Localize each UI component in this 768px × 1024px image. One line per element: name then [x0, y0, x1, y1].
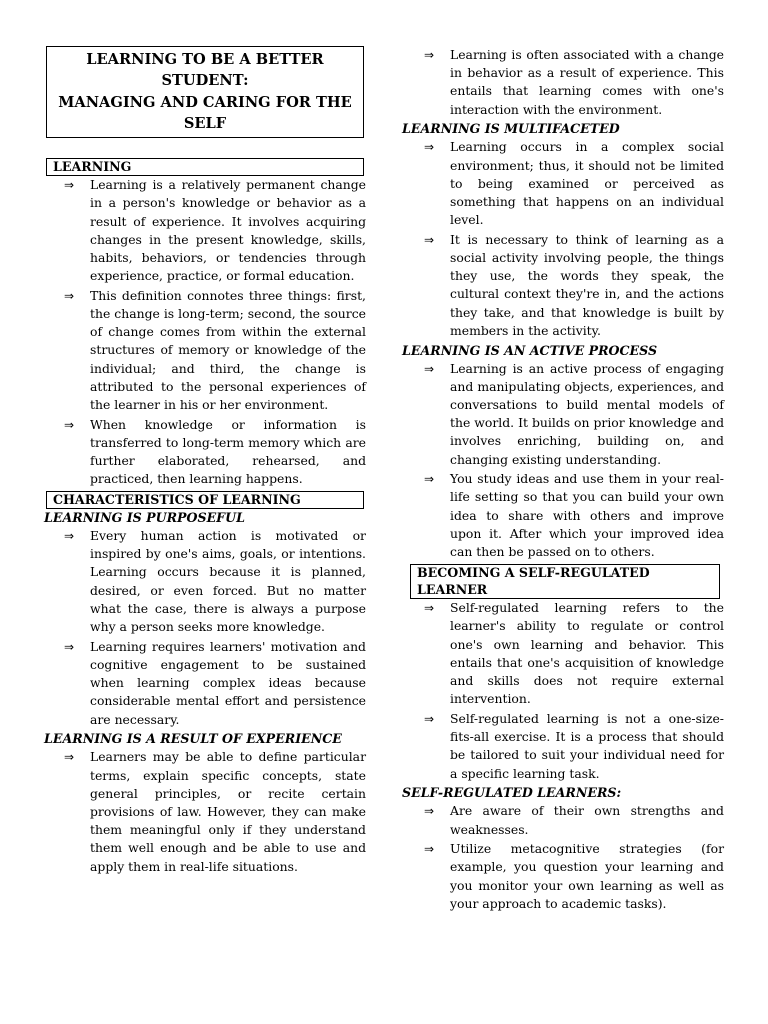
list-item-text: When knowledge or information is transferred to long-term memory which are further elaborated, rehearsed, and practiced, then learning happens.: [90, 416, 366, 487]
list-item-text: Utilize metacognitive strategies (for example, you question your learning and you monitor your own learning as well as your approach to academic tasks).: [450, 841, 724, 911]
right-arrow-icon: ⇒: [424, 48, 435, 62]
right-arrow-icon: ⇒: [64, 178, 75, 193]
list-item-text: Are aware of their own strengths and weaknesses.: [450, 803, 724, 837]
list-item: [402, 231, 724, 340]
list-item-text: Learning is often associated with a change in behavior as a result of experience. This entails that learning comes with one's interaction with the environment.: [450, 47, 724, 117]
section-heading-self-regulated: BECOMING A SELF-REGULATED LEARNER: [410, 564, 720, 599]
list-item-text: Learning occurs in a complex social environment; thus, it should not be limited to being examined or perceived as something that happens on an individual level.: [450, 139, 724, 228]
right-arrow-icon: ⇒: [424, 140, 435, 155]
list-item-text: You study ideas and use them in your real-life setting so that you can build your own idea to share with others and improve upon it. After which your improved idea can then be passed on to others.: [450, 471, 724, 560]
list-item: [402, 802, 724, 838]
list-item: [44, 416, 366, 489]
right-arrow-icon: ⇒: [424, 232, 435, 247]
active-process-bullet-list: [402, 360, 724, 562]
title-line: LEARNING TO BE A BETTER: [86, 51, 324, 68]
document-title: [46, 46, 364, 138]
list-item: [44, 748, 366, 875]
subheading-self-regulated-learners: SELF-REGULATED LEARNERS:: [402, 785, 622, 801]
right-arrow-icon: ⇒: [424, 712, 435, 726]
right-arrow-icon: ⇒: [424, 601, 435, 616]
subheading-multifaceted: LEARNING IS MULTIFACETED: [402, 121, 620, 137]
list-item: [44, 287, 366, 414]
list-item: [402, 599, 724, 708]
list-item-text: Learners may be able to define particular terms, explain specific concepts, state general principles, or recite certain provisions of law. However, they can make them meaningful only if they understand them well enough and be able to use and apply them in real-life situations.: [90, 749, 366, 874]
right-column: [402, 46, 724, 915]
right-arrow-icon: ⇒: [64, 750, 75, 765]
list-item-text: This definition connotes three things: first, the change is long-term; second, the source of change comes from within the external structures of memory or knowledge of the individual; and third, the change is attributed to the personal experiences of the learner in his or her environment.: [90, 287, 366, 413]
purposeful-bullet-list: [44, 527, 366, 729]
right-arrow-icon: ⇒: [424, 361, 435, 376]
list-item: [402, 46, 724, 119]
subheading-purposeful: LEARNING IS PURPOSEFUL: [44, 510, 245, 526]
list-item: [402, 470, 724, 561]
experience-bullet-list: [44, 748, 366, 875]
title-line: STUDENT:: [161, 72, 249, 90]
right-arrow-icon: ⇒: [64, 288, 75, 303]
list-item-text: Learning is a relatively permanent change in a person's knowledge or behavior as a result of experience. It involves acquiring changes in the present knowledge, skills, habits, behaviors, or tendencies through experience, practice, or formal education.: [90, 177, 366, 284]
list-item: [44, 638, 366, 729]
right-arrow-icon: ⇒: [424, 472, 435, 487]
list-item-text: Self-regulated learning refers to the learner's ability to regulate or control one's own learning and behavior. This entails that one's acquisition of knowledge and skills does not require external intervention.: [450, 600, 724, 707]
right-arrow-icon: ⇒: [424, 842, 435, 857]
list-item-text: Learning requires learners' motivation and cognitive engagement to be sustained when learning complex ideas because considerable mental effort and persistence are necessary.: [90, 638, 366, 727]
self-regulated-learners-bullet-list: [402, 802, 724, 913]
self-regulated-bullet-list: [402, 599, 724, 783]
list-item-text: Learning is an active process of engaging and manipulating objects, experiences, and conversations to build mental models of the world. It builds on prior knowledge and involves enriching, building on, and changing existing understanding.: [450, 360, 724, 467]
title-line: SELF: [183, 115, 227, 133]
list-item: [402, 138, 724, 229]
list-item: [402, 840, 724, 913]
list-item-text: It is necessary to think of learning as a social activity involving people, the things they use, the words they speak, the cultural context they're in, and the actions they take, and that knowledge is built by members in the activity.: [450, 231, 724, 338]
subheading-active-process: LEARNING IS AN ACTIVE PROCESS: [402, 342, 658, 358]
section-heading-learning: LEARNING: [46, 158, 364, 177]
right-arrow-icon: ⇒: [64, 529, 75, 544]
right-arrow-icon: ⇒: [424, 804, 435, 819]
title-line: MANAGING AND CARING FOR THE: [58, 93, 352, 111]
experience-bullet-list-continued: [402, 46, 724, 119]
left-column: [44, 46, 366, 877]
section-heading-characteristics: CHARACTERISTICS OF LEARNING: [46, 491, 364, 510]
learning-bullet-list: [44, 176, 366, 488]
list-item-text: Self-regulated learning is not a one-size-fits-all exercise. It is a process that should be tailored to suit your individual need for a specific learning task.: [450, 711, 724, 781]
list-item: [44, 527, 366, 636]
list-item: [402, 360, 724, 469]
subheading-experience: LEARNING IS A RESULT OF EXPERIENCE: [44, 731, 342, 747]
right-arrow-icon: ⇒: [64, 639, 75, 654]
list-item-text: Every human action is motivated or inspired by one's aims, goals, or intentions. Learning occurs because it is planned, desired, or even forced. But no matter what the case, there is always a purpose why a person seeks more knowledge.: [90, 528, 366, 635]
list-item: [44, 176, 366, 285]
list-item: [402, 710, 724, 783]
right-arrow-icon: ⇒: [64, 417, 75, 432]
multifaceted-bullet-list: [402, 138, 724, 340]
